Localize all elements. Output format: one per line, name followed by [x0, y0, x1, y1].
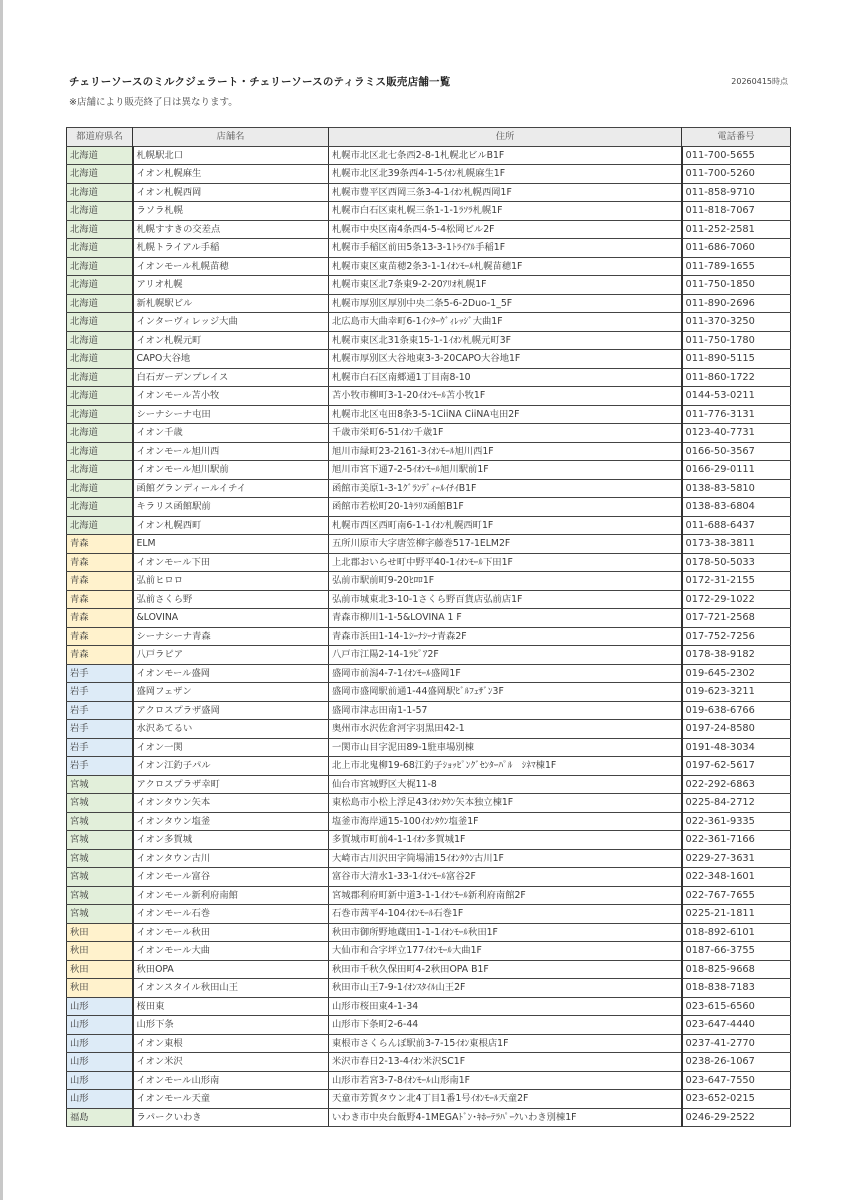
prefecture-cell: 青森: [67, 535, 133, 554]
as-of-date: 20260415時点: [731, 77, 788, 86]
phone-cell: 011-890-5115: [682, 350, 791, 369]
phone-cell: 019-645-2302: [682, 664, 791, 683]
address-cell: 札幌市白石区東札幌三条1-1-1ﾗｿﾗ札幌1F: [329, 202, 682, 221]
header-phone: 電話番号: [682, 128, 791, 147]
address-cell: 東根市さくらんぼ駅前3-7-15ｲｵﾝ東根店1F: [329, 1034, 682, 1053]
store-name-cell: ラソラ札幌: [133, 202, 329, 221]
address-cell: 大崎市古川沢田字筒場浦15ｲｵﾝﾀｳﾝ古川1F: [329, 849, 682, 868]
table-row: [67, 239, 791, 258]
store-list-table: [66, 127, 791, 1127]
phone-cell: 0172-29-1022: [682, 590, 791, 609]
prefecture-cell: 青森: [67, 609, 133, 628]
prefecture-cell: 北海道: [67, 331, 133, 350]
table-row: [67, 183, 791, 202]
phone-cell: 0229-27-3631: [682, 849, 791, 868]
prefecture-cell: 北海道: [67, 498, 133, 517]
address-cell: 札幌市北区北七条西2-8-1札幌北ビルB1F: [329, 146, 682, 165]
store-name-cell: イオンモール旭川西: [133, 442, 329, 461]
address-cell: 札幌市東区北7条東9-2-20ｱﾘｵ札幌1F: [329, 276, 682, 295]
phone-cell: 0197-62-5617: [682, 757, 791, 776]
store-name-cell: 水沢あてるい: [133, 720, 329, 739]
table-row: [67, 794, 791, 813]
phone-cell: 022-292-6863: [682, 775, 791, 794]
prefecture-cell: 北海道: [67, 202, 133, 221]
phone-cell: 0172-31-2155: [682, 572, 791, 591]
store-name-cell: イオン札幌元町: [133, 331, 329, 350]
store-name-cell: 函館グランディールイチイ: [133, 479, 329, 498]
prefecture-cell: 宮城: [67, 886, 133, 905]
prefecture-cell: 北海道: [67, 368, 133, 387]
table-row: [67, 720, 791, 739]
table-row: [67, 627, 791, 646]
prefecture-cell: 秋田: [67, 960, 133, 979]
store-name-cell: イオンモール山形南: [133, 1071, 329, 1090]
table-row: [67, 1016, 791, 1035]
phone-cell: 022-361-9335: [682, 812, 791, 831]
table-row: [67, 387, 791, 406]
address-cell: 旭川市宮下通7-2-5ｲｵﾝﾓｰﾙ旭川駅前1F: [329, 461, 682, 480]
address-cell: 函館市美原1-3-1ｸﾞﾗﾝﾃﾞｨｰﾙｲﾁｲB1F: [329, 479, 682, 498]
store-name-cell: 札幌駅北口: [133, 146, 329, 165]
address-cell: 多賀城市町前4-1-1ｲｵﾝ多賀城1F: [329, 831, 682, 850]
table-row: [67, 905, 791, 924]
store-name-cell: イオン江釣子パル: [133, 757, 329, 776]
table-row: [67, 1090, 791, 1109]
table-row: [67, 479, 791, 498]
store-name-cell: イオンモール盛岡: [133, 664, 329, 683]
address-cell: 弘前市駅前町9-20ﾋﾛﾛ1F: [329, 572, 682, 591]
address-cell: 一関市山目字泥田89-1駐車場別棟: [329, 738, 682, 757]
store-name-cell: シーナシーナ屯田: [133, 405, 329, 424]
address-cell: 北広島市大曲幸町6-1ｲﾝﾀｰｳﾞｨﾚｯｼﾞ大曲1F: [329, 313, 682, 332]
table-row: [67, 812, 791, 831]
phone-cell: 022-361-7166: [682, 831, 791, 850]
store-name-cell: イオンタウン塩釜: [133, 812, 329, 831]
phone-cell: 0123-40-7731: [682, 424, 791, 443]
prefecture-cell: 青森: [67, 646, 133, 665]
store-name-cell: シーナシーナ青森: [133, 627, 329, 646]
table-row: [67, 738, 791, 757]
phone-cell: 023-647-7550: [682, 1071, 791, 1090]
phone-cell: 0138-83-6804: [682, 498, 791, 517]
document-note: ※店舗により販売終了日は異なります。: [69, 97, 238, 108]
store-name-cell: 八戸ラピア: [133, 646, 329, 665]
table-row: [67, 331, 791, 350]
table-row: [67, 590, 791, 609]
phone-cell: 0225-21-1811: [682, 905, 791, 924]
table-row: [67, 979, 791, 998]
phone-cell: 0173-38-3811: [682, 535, 791, 554]
address-cell: 苫小牧市柳町3-1-20ｲｵﾝﾓｰﾙ苫小牧1F: [329, 387, 682, 406]
table-row: [67, 368, 791, 387]
store-name-cell: イオンスタイル秋田山王: [133, 979, 329, 998]
table-row: [67, 553, 791, 572]
table-row: [67, 775, 791, 794]
phone-cell: 011-750-1850: [682, 276, 791, 295]
address-cell: いわき市中央台飯野4-1MEGAﾄﾞﾝ･ｷﾎｰﾃﾗﾊﾟｰｸいわき別棟1F: [329, 1108, 682, 1127]
address-cell: 札幌市厚別区大谷地東3-3-20CAPO大谷地1F: [329, 350, 682, 369]
table-row: [67, 609, 791, 628]
phone-cell: 011-789-1655: [682, 257, 791, 276]
store-name-cell: ラパークいわき: [133, 1108, 329, 1127]
prefecture-cell: 北海道: [67, 350, 133, 369]
address-cell: 札幌市北区北39条西4-1-5ｲｵﾝ札幌麻生1F: [329, 165, 682, 184]
address-cell: 盛岡市津志田南1-1-57: [329, 701, 682, 720]
phone-cell: 011-750-1780: [682, 331, 791, 350]
phone-cell: 019-623-3211: [682, 683, 791, 702]
store-name-cell: イオンモール札幌苗穂: [133, 257, 329, 276]
address-cell: 塩釜市海岸通15-100ｲｵﾝﾀｳﾝ塩釜1F: [329, 812, 682, 831]
prefecture-cell: 北海道: [67, 294, 133, 313]
phone-cell: 023-615-6560: [682, 997, 791, 1016]
address-cell: 大仙市和合字坪立177ｲｵﾝﾓｰﾙ大曲1F: [329, 942, 682, 961]
table-row: [67, 886, 791, 905]
table-row: [67, 997, 791, 1016]
table-row: [67, 923, 791, 942]
document-title: チェリーソースのミルクジェラート・チェリーソースのティラミス販売店舗一覧: [69, 76, 451, 88]
address-cell: 青森市柳川1-1-5&LOVINA 1 F: [329, 609, 682, 628]
phone-cell: 023-652-0215: [682, 1090, 791, 1109]
address-cell: 盛岡市前潟4-7-1ｲｵﾝﾓｰﾙ盛岡1F: [329, 664, 682, 683]
table-row: [67, 646, 791, 665]
prefecture-cell: 北海道: [67, 405, 133, 424]
address-cell: 盛岡市盛岡駅前通1-44盛岡駅ﾋﾞﾙﾌｪｻﾞﾝ3F: [329, 683, 682, 702]
phone-cell: 0166-50-3567: [682, 442, 791, 461]
page-edge: [0, 0, 3, 1200]
table-row: [67, 202, 791, 221]
prefecture-cell: 青森: [67, 553, 133, 572]
prefecture-cell: 青森: [67, 590, 133, 609]
phone-cell: 0178-50-5033: [682, 553, 791, 572]
store-name-cell: イオン札幌西町: [133, 516, 329, 535]
store-name-cell: 白石ガーデンプレイス: [133, 368, 329, 387]
table-row: [67, 313, 791, 332]
header-address: 住所: [329, 128, 682, 147]
phone-cell: 011-890-2696: [682, 294, 791, 313]
store-name-cell: 秋田OPA: [133, 960, 329, 979]
store-name-cell: イオンモール新利府南館: [133, 886, 329, 905]
phone-cell: 0178-38-9182: [682, 646, 791, 665]
address-cell: 札幌市西区西町南6-1-1ｲｵﾝ札幌西町1F: [329, 516, 682, 535]
phone-cell: 0237-41-2770: [682, 1034, 791, 1053]
prefecture-cell: 岩手: [67, 683, 133, 702]
address-cell: 札幌市豊平区西岡三条3-4-1ｲｵﾝ札幌西岡1F: [329, 183, 682, 202]
address-cell: 天童市芳賀タウン北4丁目1番1号ｲｵﾝﾓｰﾙ天童2F: [329, 1090, 682, 1109]
store-name-cell: 弘前ヒロロ: [133, 572, 329, 591]
address-cell: 秋田市御所野地蔵田1-1-1ｲｵﾝﾓｰﾙ秋田1F: [329, 923, 682, 942]
phone-cell: 018-892-6101: [682, 923, 791, 942]
prefecture-cell: 秋田: [67, 923, 133, 942]
prefecture-cell: 北海道: [67, 313, 133, 332]
address-cell: 石巻市茜平4-104ｲｵﾝﾓｰﾙ石巻1F: [329, 905, 682, 924]
phone-cell: 011-818-7067: [682, 202, 791, 221]
prefecture-cell: 北海道: [67, 461, 133, 480]
store-name-cell: 札幌トライアル手稲: [133, 239, 329, 258]
phone-cell: 011-688-6437: [682, 516, 791, 535]
store-name-cell: CAPO大谷地: [133, 350, 329, 369]
phone-cell: 018-825-9668: [682, 960, 791, 979]
address-cell: 宮城郡利府町新中道3-1-1ｲｵﾝﾓｰﾙ新利府南館2F: [329, 886, 682, 905]
address-cell: 弘前市城東北3-10-1さくら野百貨店弘前店1F: [329, 590, 682, 609]
store-name-cell: &LOVINA: [133, 609, 329, 628]
store-name-cell: 札幌すすきの交差点: [133, 220, 329, 239]
phone-cell: 023-647-4440: [682, 1016, 791, 1035]
store-name-cell: イオン札幌麻生: [133, 165, 329, 184]
address-cell: 山形市下条町2-6-44: [329, 1016, 682, 1035]
address-cell: 奥州市水沢佐倉河字羽黒田42-1: [329, 720, 682, 739]
header-store: 店舗名: [133, 128, 329, 147]
phone-cell: 011-858-9710: [682, 183, 791, 202]
store-name-cell: イオンモール天童: [133, 1090, 329, 1109]
address-cell: 札幌市北区屯田8条3-5-1CiiNA CiiNA屯田2F: [329, 405, 682, 424]
phone-cell: 017-721-2568: [682, 609, 791, 628]
store-name-cell: イオンモール石巻: [133, 905, 329, 924]
prefecture-cell: 宮城: [67, 775, 133, 794]
phone-cell: 0246-29-2522: [682, 1108, 791, 1127]
prefecture-cell: 山形: [67, 997, 133, 1016]
prefecture-cell: 北海道: [67, 239, 133, 258]
address-cell: 札幌市東区北31条東15-1-1ｲｵﾝ札幌元町3F: [329, 331, 682, 350]
store-name-cell: イオンモール大曲: [133, 942, 329, 961]
prefecture-cell: 岩手: [67, 701, 133, 720]
prefecture-cell: 青森: [67, 627, 133, 646]
prefecture-cell: 北海道: [67, 165, 133, 184]
prefecture-cell: 北海道: [67, 479, 133, 498]
store-name-cell: 弘前さくら野: [133, 590, 329, 609]
address-cell: 山形市桜田東4-1-34: [329, 997, 682, 1016]
prefecture-cell: 宮城: [67, 831, 133, 850]
address-cell: 千歳市栄町6-51ｲｵﾝ千歳1F: [329, 424, 682, 443]
table-row: [67, 146, 791, 165]
address-cell: 札幌市手稲区前田5条13-3-1ﾄﾗｲｱﾙ手稲1F: [329, 239, 682, 258]
store-name-cell: アクロスプラザ幸町: [133, 775, 329, 794]
table-row: [67, 942, 791, 961]
header-prefecture: 都道府県名: [67, 128, 133, 147]
prefecture-cell: 北海道: [67, 146, 133, 165]
address-cell: 東松島市小松上浮足43ｲｵﾝﾀｳﾝ矢本独立棟1F: [329, 794, 682, 813]
store-name-cell: イオンモール苫小牧: [133, 387, 329, 406]
table-row: [67, 868, 791, 887]
address-cell: 札幌市厚別区厚別中央二条5-6-2Duo-1_5F: [329, 294, 682, 313]
prefecture-cell: 宮城: [67, 812, 133, 831]
store-name-cell: インターヴィレッジ大曲: [133, 313, 329, 332]
phone-cell: 018-838-7183: [682, 979, 791, 998]
address-cell: 富谷市大清水1-33-1ｲｵﾝﾓｰﾙ富谷2F: [329, 868, 682, 887]
table-row: [67, 516, 791, 535]
phone-cell: 0187-66-3755: [682, 942, 791, 961]
table-row: [67, 424, 791, 443]
store-name-cell: ELM: [133, 535, 329, 554]
prefecture-cell: 山形: [67, 1016, 133, 1035]
table-row: [67, 757, 791, 776]
phone-cell: 011-700-5260: [682, 165, 791, 184]
prefecture-cell: 北海道: [67, 220, 133, 239]
store-name-cell: イオン一関: [133, 738, 329, 757]
phone-cell: 011-252-2581: [682, 220, 791, 239]
table-row: [67, 350, 791, 369]
prefecture-cell: 岩手: [67, 664, 133, 683]
table-row: [67, 572, 791, 591]
store-name-cell: イオン千歳: [133, 424, 329, 443]
store-name-cell: 新札幌駅ビル: [133, 294, 329, 313]
table-row: [67, 257, 791, 276]
address-cell: 八戸市江陽2-14-1ﾗﾋﾟｱ2F: [329, 646, 682, 665]
address-cell: 秋田市山王7-9-1ｲｵﾝｽﾀｲﾙ山王2F: [329, 979, 682, 998]
phone-cell: 0191-48-3034: [682, 738, 791, 757]
address-cell: 青森市浜田1-14-1ｼｰﾅｼｰﾅ青森2F: [329, 627, 682, 646]
prefecture-cell: 北海道: [67, 516, 133, 535]
prefecture-cell: 岩手: [67, 757, 133, 776]
address-cell: 仙台市宮城野区大梶11-8: [329, 775, 682, 794]
prefecture-cell: 北海道: [67, 442, 133, 461]
prefecture-cell: 秋田: [67, 942, 133, 961]
table-row: [67, 664, 791, 683]
table-row: [67, 701, 791, 720]
prefecture-cell: 岩手: [67, 720, 133, 739]
store-name-cell: 盛岡フェザン: [133, 683, 329, 702]
address-cell: 函館市若松町20-1ｷﾗﾘｽ函館B1F: [329, 498, 682, 517]
prefecture-cell: 福島: [67, 1108, 133, 1127]
prefecture-cell: 宮城: [67, 905, 133, 924]
table-row: [67, 1108, 791, 1127]
phone-cell: 011-860-1722: [682, 368, 791, 387]
prefecture-cell: 宮城: [67, 868, 133, 887]
table-row: [67, 960, 791, 979]
table-row: [67, 849, 791, 868]
table-row: [67, 1034, 791, 1053]
table-row: [67, 498, 791, 517]
table-row: [67, 1071, 791, 1090]
table-row: [67, 461, 791, 480]
phone-cell: 011-370-3250: [682, 313, 791, 332]
phone-cell: 022-348-1601: [682, 868, 791, 887]
table-row: [67, 1053, 791, 1072]
phone-cell: 0197-24-8580: [682, 720, 791, 739]
phone-cell: 011-686-7060: [682, 239, 791, 258]
phone-cell: 0144-53-0211: [682, 387, 791, 406]
table-row: [67, 442, 791, 461]
store-name-cell: 桜田東: [133, 997, 329, 1016]
address-cell: 上北郡おいらせ町中野平40-1ｲｵﾝﾓｰﾙ下田1F: [329, 553, 682, 572]
prefecture-cell: 北海道: [67, 276, 133, 295]
table-row: [67, 220, 791, 239]
address-cell: 札幌市東区東苗穂2条3-1-1ｲｵﾝﾓｰﾙ札幌苗穂1F: [329, 257, 682, 276]
address-cell: 北上市北鬼柳19-68江釣子ｼｮｯﾋﾟﾝｸﾞｾﾝﾀｰﾊﾟﾙ ｼﾈﾏ棟1F: [329, 757, 682, 776]
prefecture-cell: 北海道: [67, 424, 133, 443]
store-name-cell: イオンタウン矢本: [133, 794, 329, 813]
prefecture-cell: 北海道: [67, 183, 133, 202]
prefecture-cell: 山形: [67, 1090, 133, 1109]
address-cell: 札幌市白石区南郷通1丁目南8-10: [329, 368, 682, 387]
phone-cell: 0166-29-0111: [682, 461, 791, 480]
store-name-cell: アリオ札幌: [133, 276, 329, 295]
store-name-cell: イオン札幌西岡: [133, 183, 329, 202]
store-name-cell: 山形下条: [133, 1016, 329, 1035]
table-row: [67, 405, 791, 424]
table-row: [67, 165, 791, 184]
address-cell: 札幌市中央区南4条西4-5-4松岡ビル2F: [329, 220, 682, 239]
phone-cell: 022-767-7655: [682, 886, 791, 905]
store-name-cell: イオンモール下田: [133, 553, 329, 572]
store-name-cell: アクロスプラザ盛岡: [133, 701, 329, 720]
phone-cell: 0138-83-5810: [682, 479, 791, 498]
phone-cell: 0238-26-1067: [682, 1053, 791, 1072]
store-name-cell: イオン米沢: [133, 1053, 329, 1072]
prefecture-cell: 山形: [67, 1034, 133, 1053]
store-name-cell: イオンタウン古川: [133, 849, 329, 868]
store-name-cell: キラリス函館駅前: [133, 498, 329, 517]
phone-cell: 011-700-5655: [682, 146, 791, 165]
store-name-cell: イオンモール秋田: [133, 923, 329, 942]
phone-cell: 019-638-6766: [682, 701, 791, 720]
address-cell: 米沢市春日2-13-4ｲｵﾝ米沢SC1F: [329, 1053, 682, 1072]
phone-cell: 011-776-3131: [682, 405, 791, 424]
prefecture-cell: 北海道: [67, 387, 133, 406]
table-row: [67, 831, 791, 850]
prefecture-cell: 山形: [67, 1071, 133, 1090]
phone-cell: 017-752-7256: [682, 627, 791, 646]
table-row: [67, 683, 791, 702]
table-body: [67, 146, 791, 1127]
store-name-cell: イオン東根: [133, 1034, 329, 1053]
address-cell: 五所川原市大字唐笠柳字藤巻517-1ELM2F: [329, 535, 682, 554]
prefecture-cell: 北海道: [67, 257, 133, 276]
address-cell: 秋田市千秋久保田町4-2秋田OPA B1F: [329, 960, 682, 979]
prefecture-cell: 岩手: [67, 738, 133, 757]
table-row: [67, 276, 791, 295]
table-row: [67, 294, 791, 313]
prefecture-cell: 宮城: [67, 849, 133, 868]
table-row: [67, 535, 791, 554]
store-name-cell: イオンモール旭川駅前: [133, 461, 329, 480]
store-name-cell: イオンモール富谷: [133, 868, 329, 887]
address-cell: 山形市若宮3-7-8ｲｵﾝﾓｰﾙ山形南1F: [329, 1071, 682, 1090]
prefecture-cell: 宮城: [67, 794, 133, 813]
table-header-row: [67, 128, 791, 147]
phone-cell: 0225-84-2712: [682, 794, 791, 813]
prefecture-cell: 山形: [67, 1053, 133, 1072]
prefecture-cell: 青森: [67, 572, 133, 591]
address-cell: 旭川市緑町23-2161-3ｲｵﾝﾓｰﾙ旭川西1F: [329, 442, 682, 461]
store-name-cell: イオン多賀城: [133, 831, 329, 850]
prefecture-cell: 秋田: [67, 979, 133, 998]
